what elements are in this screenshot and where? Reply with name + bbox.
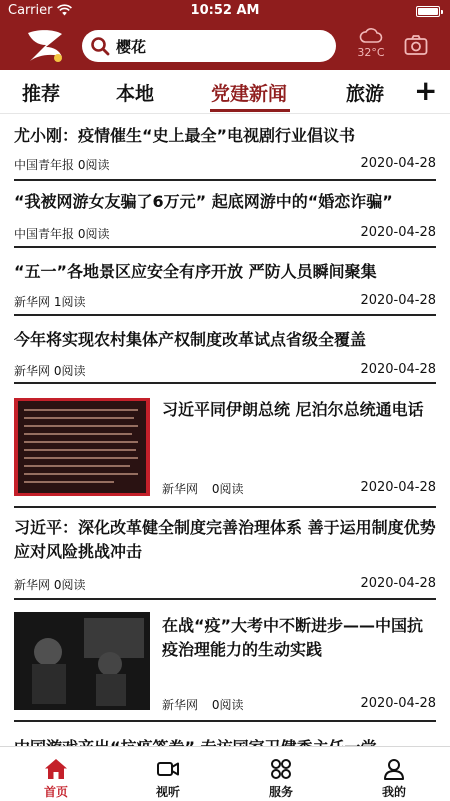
news-date: 2020-04-28 (360, 225, 436, 240)
tabbar-video[interactable] (112, 747, 224, 801)
grid-icon (269, 757, 293, 781)
channel-tabs (0, 70, 450, 114)
news-item[interactable] (0, 508, 450, 600)
news-title[interactable]: 今年将实现农村集体产权制度改革试点省级全覆盖 (14, 330, 367, 349)
search-icon (90, 36, 110, 56)
status-bar (0, 0, 450, 22)
news-item[interactable] (0, 114, 450, 182)
news-source: 中国青年报 (14, 227, 75, 241)
news-feed (0, 114, 450, 746)
news-item-with-image[interactable] (0, 600, 450, 722)
news-title[interactable]: 习近平：深化改革健全制度完善治理体系 善于运用制度优势应对风险挑战冲击 (14, 518, 436, 561)
tab-travel[interactable]: 旅游 (346, 83, 385, 105)
tabbar-home[interactable] (0, 747, 112, 801)
news-source: 新华网 (14, 364, 51, 378)
bottom-tab-bar (0, 746, 450, 800)
news-title[interactable]: 尤小刚：疫情催生“史上最全”电视剧行业倡议书 (14, 126, 356, 145)
tab-party-news[interactable]: 党建新闻 (211, 83, 288, 105)
news-reads: 0阅读 (53, 364, 86, 378)
news-date: 2020-04-28 (360, 156, 436, 171)
news-title[interactable]: “我被网游女友骗了6万元” 起底网游中的“婚恋诈骗” (14, 192, 393, 211)
news-item[interactable] (0, 316, 450, 384)
news-source: 新华网 (162, 698, 199, 712)
app-header (0, 0, 450, 70)
news-thumbnail[interactable] (14, 398, 150, 496)
search-bar[interactable] (82, 30, 336, 62)
news-reads: 0阅读 (211, 482, 244, 496)
news-reads: 0阅读 (77, 158, 110, 172)
carrier-label: Carrier (8, 3, 53, 18)
search-query[interactable]: 樱花 (116, 37, 147, 56)
news-date: 2020-04-28 (360, 362, 436, 377)
camera-icon[interactable] (404, 34, 428, 56)
news-source: 新华网 (14, 578, 51, 592)
divider (14, 179, 436, 181)
video-icon (156, 757, 180, 781)
tabbar-label: 服务 (268, 785, 293, 799)
news-date: 2020-04-28 (360, 576, 436, 591)
news-title[interactable]: “五一”各地景区应安全有序开放 严防人员瞬间聚集 (14, 262, 377, 281)
tabbar-label: 视听 (155, 785, 180, 799)
news-reads: 0阅读 (77, 227, 110, 241)
tabbar-label: 首页 (43, 785, 68, 799)
battery-icon (416, 6, 440, 17)
news-date: 2020-04-28 (360, 293, 436, 308)
tab-local[interactable]: 本地 (116, 83, 155, 105)
document-image (14, 398, 150, 496)
news-meta (14, 225, 109, 242)
home-icon (44, 757, 68, 781)
add-channel-button[interactable]: + (414, 74, 438, 107)
news-source: 新华网 (162, 482, 199, 496)
tabbar-label: 我的 (381, 785, 406, 799)
news-item[interactable] (0, 248, 450, 316)
tabbar-services[interactable] (225, 747, 337, 801)
active-tab-indicator (210, 109, 290, 112)
app-logo[interactable] (24, 27, 66, 65)
news-meta (14, 362, 85, 379)
photo-image (14, 612, 150, 710)
news-meta (162, 696, 243, 713)
news-thumbnail[interactable] (14, 612, 150, 710)
news-meta (14, 293, 85, 310)
news-meta (162, 480, 243, 497)
news-date: 2020-04-28 (360, 696, 436, 711)
news-reads: 0阅读 (211, 698, 244, 712)
news-item[interactable] (0, 182, 450, 248)
news-source: 中国青年报 (14, 158, 75, 172)
user-icon (382, 757, 406, 781)
news-item-with-image[interactable] (0, 384, 450, 508)
news-reads: 1阅读 (53, 295, 86, 309)
news-title[interactable]: 习近平同伊朗总统 尼泊尔总统通电话 (162, 400, 424, 419)
weather-temperature: 32°C (357, 46, 385, 59)
tabbar-profile[interactable] (338, 747, 450, 801)
news-meta (14, 576, 85, 593)
news-meta (14, 156, 109, 173)
news-title[interactable]: 在战“疫”大考中不断进步——中国抗疫治理能力的生动实践 (162, 616, 424, 659)
news-source: 新华网 (14, 295, 51, 309)
status-time: 10:52 AM (190, 3, 260, 18)
tab-recommend[interactable]: 推荐 (22, 83, 61, 105)
weather-widget[interactable] (354, 26, 388, 64)
news-date: 2020-04-28 (360, 480, 436, 495)
news-reads: 0阅读 (53, 578, 86, 592)
cloud-icon (354, 26, 388, 46)
